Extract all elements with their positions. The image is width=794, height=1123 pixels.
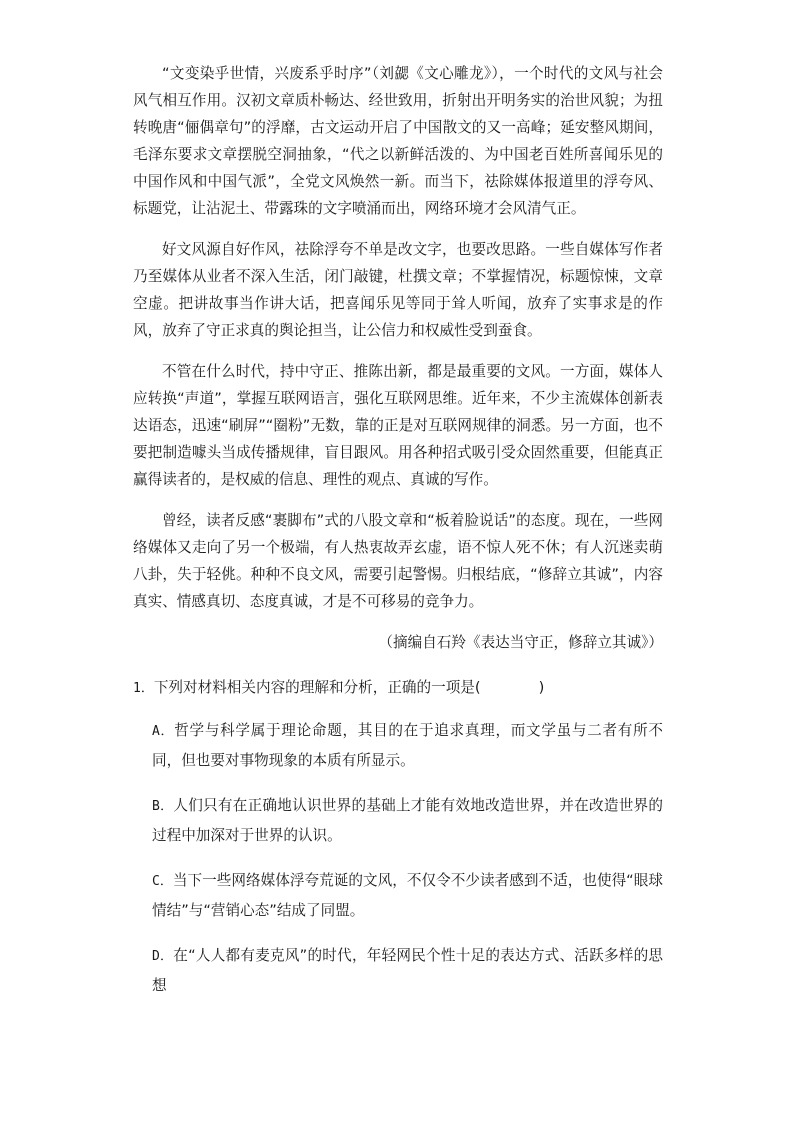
passage-paragraph-3: 不管在什么时代，持中守正、推陈出新，都是最重要的文风。一方面，媒体人应转换“声道”，掌握互联网语言，强化互联网思维。近年来，不少主流媒体创新表达语态，迅速“刷屏”“圈粉”无数，靠的正是对互联网规律的洞悉。另一方面，也不要把制造噱头当成传播规律，盲目跟风。用各种招式吸引受众固然重要，但能真正赢得读者的，是权威的信息、理性的观点、真诚的写作。 (133, 363, 663, 488)
question-number: 1． (133, 681, 154, 696)
option-letter: D． (152, 949, 174, 964)
passage-paragraph-2: 好文风源自好作风，祛除浮夸不单是改文字，也要改思路。一些自媒体写作者乃至媒体从业者不深入生活，闭门敲键，杜撰文章；不掌握情况，标题惊悚，文章空虚。把讲故事当作讲大话，把喜闻乐见等同于耸人听闻，放弃了实事求是的作风，放弃了守正求真的舆论担当，让公信力和权威性受到蚕食。 (133, 241, 663, 339)
option-b (133, 791, 663, 850)
option-c (133, 866, 663, 925)
option-text: 在“人人都有麦克风”的时代，年轻网民个性十足的表达方式、活跃多样的思想 (152, 947, 664, 994)
option-letter: B． (152, 799, 174, 814)
option-a (133, 716, 663, 775)
question-stem-end: ) (538, 679, 545, 696)
passage-paragraph-4: 曾经，读者反感“裹脚布”式的八股文章和“板着脸说话”的态度。现在，一些网络媒体又走向了另一个极端，有人热衷故弄玄虚，语不惊人死不休；有人沉迷卖萌八卦，失于轻佻。种种不良文风，需要引起警惕。归根结底，“修辞立其诚”，内容真实、情感真切、态度真诚，才是不可移易的竞争力。 (133, 512, 663, 610)
option-text: 哲学与科学属于理论命题，其目的在于追求真理，而文学虽与二者有所不同，但也要对事物现象的本质有所显示。 (152, 722, 663, 769)
question-stem-text: 下列对材料相关内容的理解和分析，正确的一项是( (153, 679, 481, 696)
option-letter: C． (152, 874, 173, 889)
passage-source: （摘编自石羚《表达当守正，修辞立其诚》） (378, 634, 663, 651)
option-letter: A． (152, 724, 175, 739)
option-text: 人们只有在正确地认识世界的基础上才能有效地改造世界，并在改造世界的过程中加深对于世界的认识。 (152, 797, 663, 844)
passage-paragraph-1: “文变染乎世情，兴废系乎时序”（刘勰《文心雕龙》），一个时代的文风与社会风气相互作用。汉初文章质朴畅达、经世致用，折射出开明务实的治世风貌；为扭转晚唐“俪偶章句”的浮靡，古文运动开启了中国散文的又一高峰；延安整风期间，毛泽东要求文章摆脱空洞抽象，“代之以新鲜活泼的、为中国老百姓所喜闻乐见的中国作风和中国气派”，全党文风焕然一新。而当下，祛除媒体报道里的浮夸风、标题党，让沾泥土、带露珠的文字喷涌而出，网络环境才会风清气正。 (133, 65, 663, 217)
question-stem (133, 674, 663, 702)
option-text: 当下一些网络媒体浮夸荒诞的文风，不仅令不少读者感到不适，也使得“眼球情结”与“营销心态”结成了同盟。 (152, 872, 663, 919)
document-content (133, 60, 663, 1016)
option-d (133, 941, 663, 1000)
